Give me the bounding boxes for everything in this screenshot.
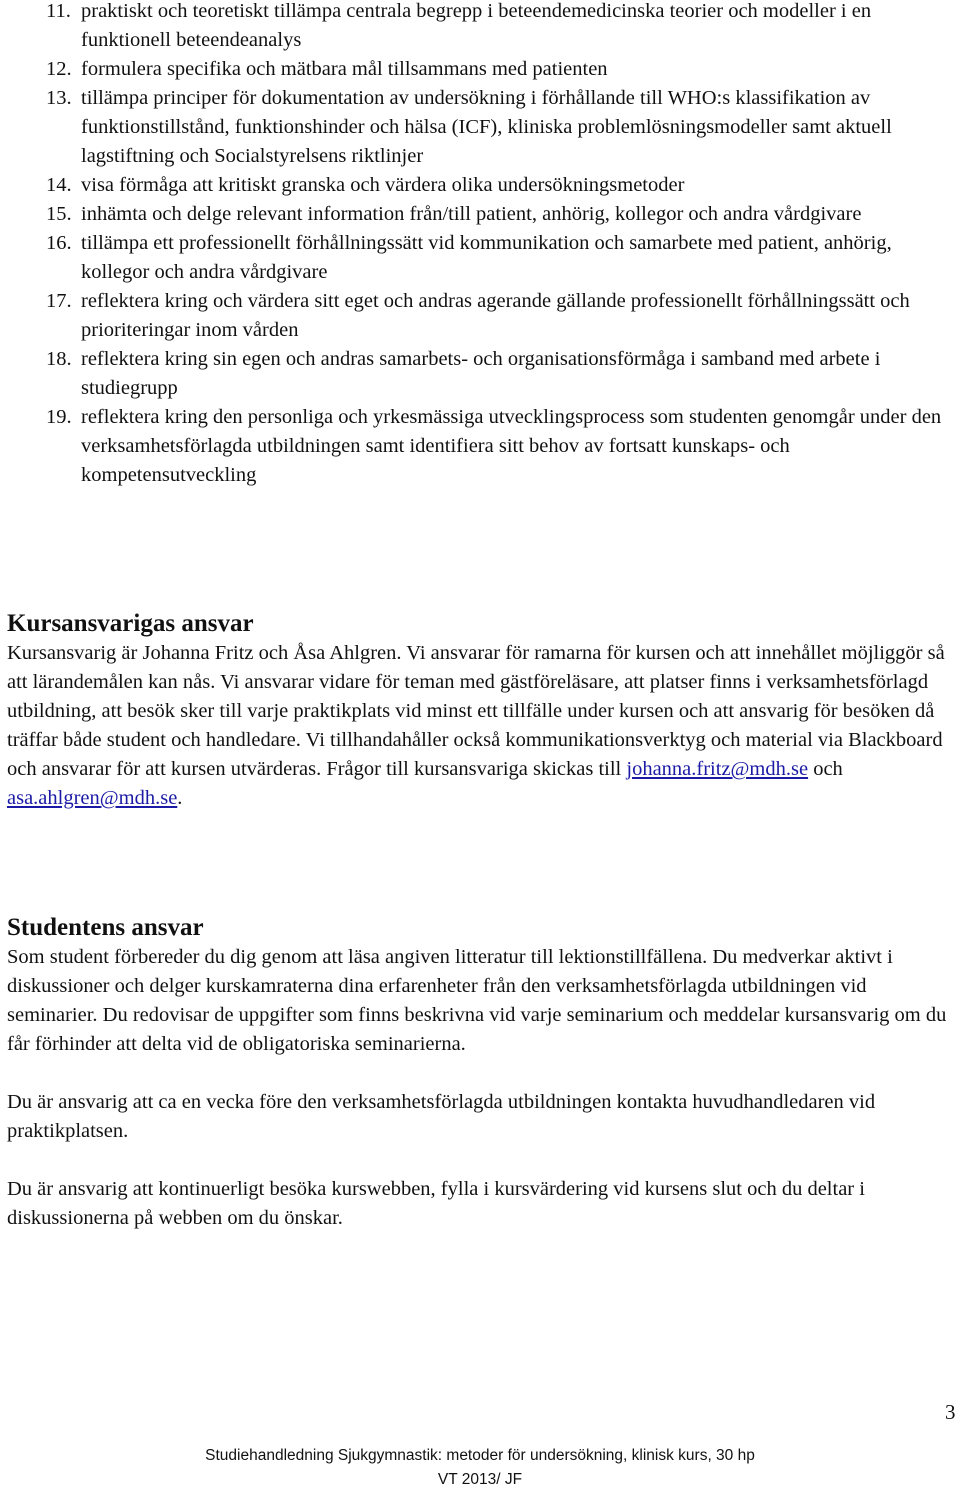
list-item-number: 14. [46,174,72,196]
section-heading: Kursansvarigas ansvar [7,610,254,637]
section-paragraph [7,639,955,813]
student-responsibility-section [7,913,955,1233]
list-item-text: visa förmåga att kritiskt granska och värdera olika undersökningsmetoder [81,174,685,196]
email-link-asa[interactable]: asa.ahlgren@mdh.se [7,787,178,809]
list-item [0,55,955,84]
list-item-number: 16. [46,232,72,254]
section-paragraph: Du är ansvarig att kontinuerligt besöka kurswebben, fylla i kursvärdering vid kursens slut och du deltar i diskussionerna på webben om du önskar. [7,1178,865,1229]
list-item [0,84,955,171]
list-item-text: reflektera kring och värdera sitt eget och andras agerande gällande professionellt förhållningssätt och prioriteringar inom vården [81,290,910,341]
list-item-number: 17. [46,290,72,312]
list-item [0,229,955,287]
list-item-text: formulera specifika och mätbara mål tillsammans med patienten [81,58,608,80]
page-footer [0,1444,960,1492]
list-item-number: 19. [46,406,72,428]
sentence-end: . [177,787,183,809]
list-item-number: 12. [46,58,72,80]
list-item [0,200,955,229]
learning-goals-list [0,0,955,490]
list-item-text: reflektera kring sin egen och andras samarbets- och organisationsförmåga i samband med arbete i studiegrupp [81,348,881,399]
list-item [0,287,955,345]
page-number: 3 [945,1400,956,1424]
list-item [0,403,955,490]
list-item-text: praktiskt och teoretiskt tillämpa centrala begrepp i beteendemedicinska teorier och modeller i en funktionell beteendeanalys [81,0,872,51]
section-paragraph: Du är ansvarig att ca en vecka före den verksamhetsförlagda utbildningen kontakta huvudhandledaren vid praktikplatsen. [7,1091,876,1142]
section-heading: Studentens ansvar [7,914,204,941]
list-item-text: tillämpa ett professionellt förhållningssätt vid kommunikation och samarbete med patient, anhörig, kollegor och andra vårdgivare [81,232,892,283]
footer-term: VT 2013/ JF [437,1471,523,1488]
course-responsibility-section [7,609,955,813]
list-item-number: 15. [46,203,72,225]
list-item-number: 11. [46,0,71,22]
list-item-text: tillämpa principer för dokumentation av undersökning i förhållande till WHO:s klassifikation av funktionstillstånd, funktionshinder och hälsa (ICF), kliniska problemlösningsmodeller samt aktuell lagstiftning och Socialstyrelsens riktlinjer [81,87,892,167]
paragraph-text: Kursansvarig är Johanna Fritz och Åsa Ahlgren. Vi ansvarar för ramarna för kursen och att innehållet möjliggör så att lärandemålen kan nås. Vi ansvarar vidare för teman med gästföreläsare, att platser finns i verksamhetsförlagd utbildning, att besök sker till varje praktikplats vid minst ett tillfälle under kursen och att ansvarig för besöken då träffar både student och handledare. Vi tillhandahåller också kommunikationsverktyg och material via Blackboard och ansvarar för att kursen utvärderas. Frågor till kursansvariga skickas till [7,642,945,780]
email-link-johanna[interactable]: johanna.fritz@mdh.se [626,758,809,780]
list-item-text: inhämta och delge relevant information från/till patient, anhörig, kollegor och andra vårdgivare [81,203,862,225]
list-item-text: reflektera kring den personliga och yrkesmässiga utvecklingsprocess som studenten genomgår under den verksamhetsförlagda utbildningen samt identifiera sitt behov av fortsatt kunskaps- och kompetensutveckling [81,406,942,486]
list-item-number: 13. [46,87,72,109]
footer-title: Studiehandledning Sjukgymnastik: metoder för undersökning, klinisk kurs, 30 hp [205,1447,755,1464]
list-item-number: 18. [46,348,72,370]
list-item [0,0,955,55]
list-item [0,345,955,403]
section-paragraph: Som student förbereder du dig genom att läsa angiven litteratur till lektionstillfällena. Du medverkar aktivt i diskussioner och delger kurskamraterna dina erfarenheter från den verksamhetsförlagda utbildningen vid seminarier. Du redovisar de uppgifter som finns beskrivna vid varje seminarium och meddelar kursansvarig om du får förhinder att delta vid de obligatoriska seminarierna. [7,946,947,1055]
conjunction-text: och [813,758,843,780]
list-item [0,171,955,200]
